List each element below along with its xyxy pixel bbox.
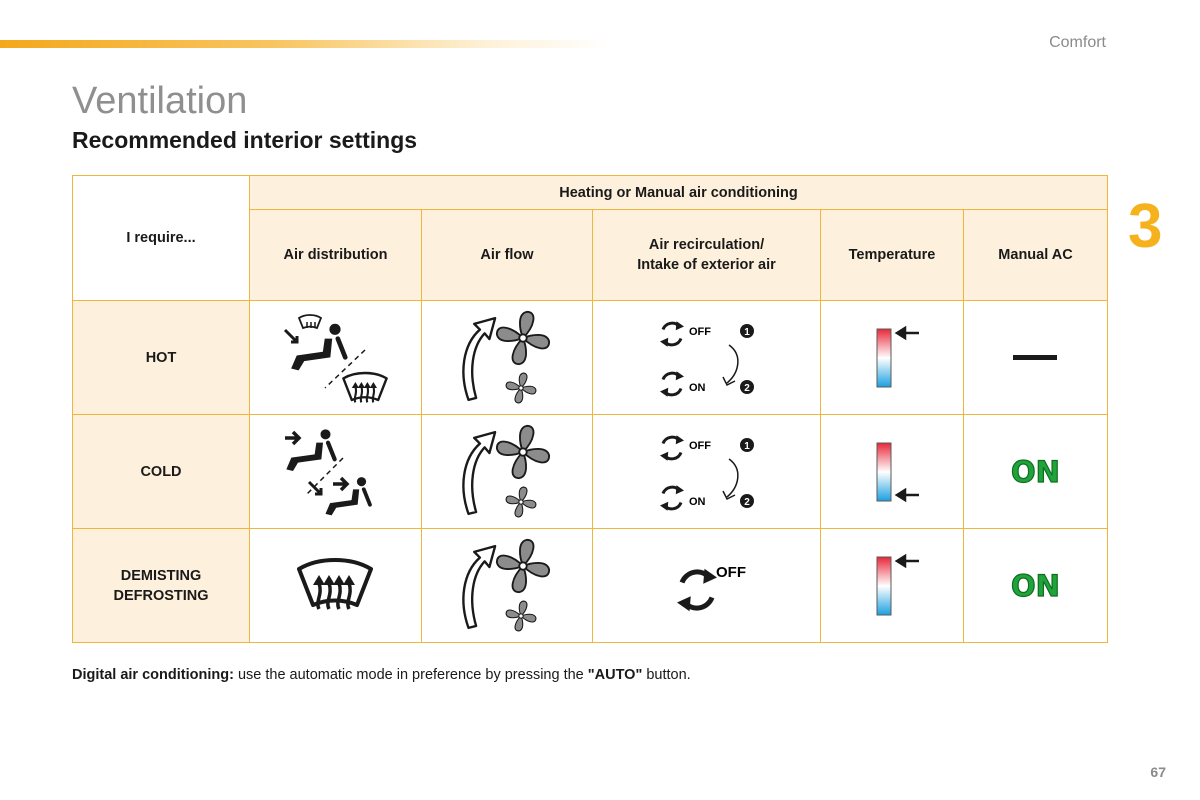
fan-small-icon [506, 487, 536, 517]
ac-on-label: ON [1011, 568, 1060, 603]
divider-dashed [305, 458, 343, 496]
footnote-text1: use the automatic mode in preference by pressing the [233, 667, 588, 683]
page-title: Ventilation [72, 80, 248, 122]
row-label-demisting [73, 529, 250, 643]
row-label-hot: HOT [73, 301, 250, 415]
curved-arrow-icon [463, 546, 495, 628]
settings-table [72, 175, 1108, 643]
step-number-1: 1 [743, 440, 750, 452]
table-row [73, 529, 1108, 643]
seated-driver-icon [286, 429, 334, 471]
footnote-bold: Digital air conditioning: [72, 667, 234, 683]
air-recirculation-cold [593, 415, 821, 529]
curved-arrow-icon [463, 432, 495, 514]
fan-large-icon [497, 425, 549, 477]
row-label-line2: DEFROSTING [113, 587, 209, 604]
col-air-flow: Air flow [422, 210, 593, 301]
step-number-2: 2 [743, 382, 750, 394]
recirc-on-label: ON [688, 381, 705, 394]
page-subtitle: Recommended interior settings [72, 127, 418, 153]
air-flow-hot [422, 301, 593, 415]
corner-header: I require... [73, 176, 250, 301]
windscreen-defrost-icon [343, 373, 386, 402]
col-recirc-line2: Intake of exterior air [637, 257, 776, 273]
recirculation-icon [677, 568, 717, 611]
air-recirculation-demisting [593, 529, 821, 643]
footnote-text2: button. [642, 667, 691, 683]
temperature-gauge-icon [857, 323, 927, 393]
dash-icon [1011, 353, 1061, 363]
step-number-1: 1 [743, 326, 750, 338]
fan-large-icon [497, 539, 549, 591]
manual-ac-hot [964, 301, 1108, 415]
air-distribution-hot [250, 301, 422, 415]
step-arrow-icon [723, 459, 738, 499]
windscreen-defrost-icon [299, 560, 371, 609]
section-label: Comfort [1049, 34, 1106, 51]
fan-large-icon [497, 311, 549, 363]
col-air-distribution: Air distribution [250, 210, 422, 301]
airflow-arrow-icon [333, 478, 347, 490]
recirculation-icon [660, 485, 684, 511]
recirc-off-label: OFF [715, 563, 746, 581]
page-number: 67 [1150, 764, 1166, 780]
air-distribution-cold [250, 415, 422, 529]
recirculation-icon [660, 321, 684, 347]
table-row [73, 301, 1108, 415]
air-recirculation-hot [593, 301, 821, 415]
recirc-off-label: OFF [688, 439, 711, 452]
col-manual-ac: Manual AC [964, 210, 1108, 301]
header-accent-bar [0, 40, 610, 48]
col-air-recirculation [593, 210, 821, 301]
seated-driver-icon [291, 323, 345, 370]
footnote [72, 667, 691, 683]
group-header: Heating or Manual air conditioning [250, 176, 1108, 210]
airflow-arrow-icon [309, 482, 321, 494]
temperature-gauge-icon [857, 437, 927, 507]
col-temperature: Temperature [821, 210, 964, 301]
fan-small-icon [506, 373, 536, 403]
temperature-demisting [821, 529, 964, 643]
manual-ac-demisting [964, 529, 1108, 643]
recirc-on-label: ON [688, 495, 705, 508]
air-distribution-demisting [250, 529, 422, 643]
table-row [73, 415, 1108, 529]
col-recirc-line1: Air recirculation/ [648, 237, 765, 253]
airflow-arrow-icon [285, 432, 299, 444]
temperature-cold [821, 415, 964, 529]
chapter-number: 3 [1128, 192, 1163, 261]
row-label-cold: COLD [73, 415, 250, 529]
temperature-hot [821, 301, 964, 415]
fan-small-icon [506, 601, 536, 631]
air-flow-demisting [422, 529, 593, 643]
row-label-line1: DEMISTING [120, 567, 202, 584]
air-flow-cold [422, 415, 593, 529]
temperature-gauge-icon [857, 551, 927, 621]
recirc-off-label: OFF [688, 325, 711, 338]
curved-arrow-icon [463, 318, 495, 400]
recirculation-icon [660, 371, 684, 397]
ac-on-label: ON [1011, 454, 1060, 489]
rear-demist-icon [299, 315, 321, 328]
footnote-auto: "AUTO" [587, 667, 643, 683]
manual-ac-cold [964, 415, 1108, 529]
step-number-2: 2 [743, 496, 750, 508]
airflow-arrow-icon [285, 330, 297, 342]
recirculation-icon [660, 435, 684, 461]
step-arrow-icon [723, 345, 738, 385]
